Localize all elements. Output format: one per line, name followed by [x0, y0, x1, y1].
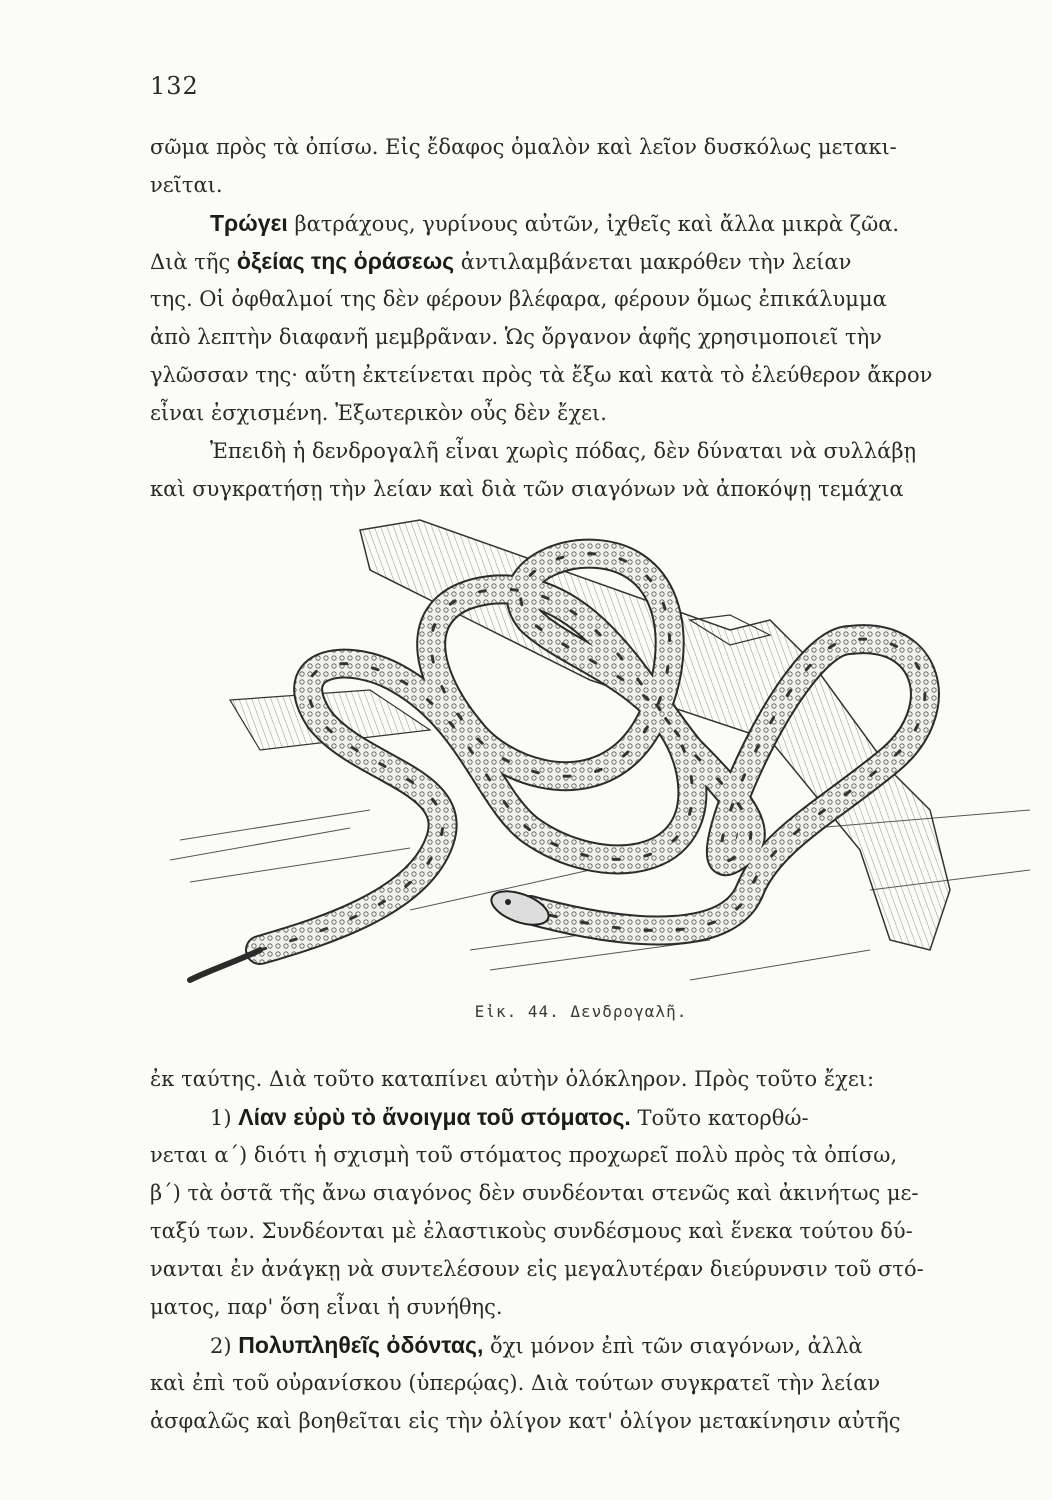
- text-line: καὶ ἐπὶ τοῦ οὐρανίσκου (ὑπερῴας). Διὰ τούτων συγκρατεῖ τὴν λείαν: [150, 1371, 881, 1395]
- text-span: ὄχι μόνον ἐπὶ τῶν σιαγόνων, ἀλλὰ: [483, 1334, 863, 1358]
- figure-caption: Εἰκ. 44. Δενδρογαλῆ.: [474, 1002, 688, 1021]
- text-line: ἐκ ταύτης. Διὰ τοῦτο καταπίνει αὐτὴν ὁλόκληρον. Πρὸς τοῦτο ἔχει:: [150, 1067, 875, 1091]
- bold-term: Πολυπληθεῖς ὀδόντας,: [238, 1332, 484, 1358]
- text-line: γλῶσσαν της· αὕτη ἐκτείνεται πρὸς τὰ ἔξω καὶ κατὰ τὸ ἐλεύθερον ἄκρον: [150, 363, 933, 387]
- text-line: ἀπὸ λεπτὴν διαφανῆ μεμβρᾶναν. Ὡς ὄργανον ἁφῆς χρησιμοποιεῖ τὴν: [150, 325, 882, 349]
- text-line: καὶ συγκρατήσῃ τὴν λείαν καὶ διὰ τῶν σιαγόνων νὰ ἀποκόψῃ τεμάχια: [150, 477, 904, 501]
- text-line: [150, 1326, 1010, 1364]
- upper-text-block: [150, 128, 1010, 508]
- text-line: [150, 204, 1010, 242]
- text-span: βατράχους, γυρίνους αὐτῶν, ἰχθεῖς καὶ ἄλλα μικρὰ ζῶα.: [287, 212, 900, 236]
- text-line: νεῖται.: [150, 173, 223, 197]
- snake-illustration: [170, 510, 1030, 990]
- bold-term: ὀξείας της ὁράσεως: [236, 248, 455, 274]
- lower-text-block: [150, 1060, 1010, 1440]
- page-number: 132: [150, 72, 199, 100]
- text-line: σῶμα πρὸς τὰ ὀπίσω. Εἰς ἔδαφος ὁμαλὸν καὶ λεῖον δυσκόλως μετακι-: [150, 135, 897, 159]
- snake-tail: [190, 950, 260, 980]
- text-line: ταξύ των. Συνδέονται μὲ ἐλαστικοὺς συνδέσμους καὶ ἕνεκα τούτου δύ-: [150, 1219, 913, 1243]
- text-line: εἶναι ἐσχισμένη. Ἐξωτερικὸν οὖς δὲν ἔχει.: [150, 401, 607, 425]
- text-line: [150, 242, 1010, 280]
- text-line: ματος, παρ' ὅση εἶναι ἡ συνήθης.: [150, 1295, 503, 1319]
- text-line: νανται ἐν ἀνάγκῃ νὰ συντελέσουν εἰς μεγαλυτέραν διεύρυνσιν τοῦ στό-: [150, 1257, 924, 1281]
- text-line: [150, 1098, 1010, 1136]
- list-number: 2): [210, 1334, 239, 1358]
- text-line: νεται α΄) διότι ἡ σχισμὴ τοῦ στόματος προχωρεῖ πολὺ πρὸς τὰ ὀπίσω,: [150, 1143, 898, 1167]
- bold-term: Τρώγει: [210, 210, 288, 236]
- text-line: β΄) τὰ ὀστᾶ τῆς ἄνω σιαγόνος δὲν συνδέονται στενῶς καὶ ἀκινήτως με-: [150, 1181, 919, 1205]
- snake-drawing: [170, 510, 1030, 990]
- bold-term: Λίαν εὐρὺ τὸ ἄνοιγμα τοῦ στόματος.: [238, 1104, 631, 1130]
- text-span: Διὰ τῆς: [150, 250, 237, 274]
- text-line: Ἐπειδὴ ἡ δενδρογαλῆ εἶναι χωρὶς πόδας, δὲν δύναται νὰ συλλάβῃ: [210, 439, 917, 463]
- text-line: ἀσφαλῶς καὶ βοηθεῖται εἰς τὴν ὀλίγον κατ' ὀλίγον μετακίνησιν αὐτῆς: [150, 1409, 901, 1433]
- text-span: ἀντιλαμβάνεται μακρόθεν τὴν λείαν: [454, 250, 852, 274]
- text-line: της. Οἱ ὀφθαλμοί της δὲν φέρουν βλέφαρα, φέρουν ὅμως ἐπικάλυμμα: [150, 287, 887, 311]
- text-span: Τοῦτο κατορθώ-: [630, 1106, 809, 1130]
- list-number: 1): [210, 1106, 239, 1130]
